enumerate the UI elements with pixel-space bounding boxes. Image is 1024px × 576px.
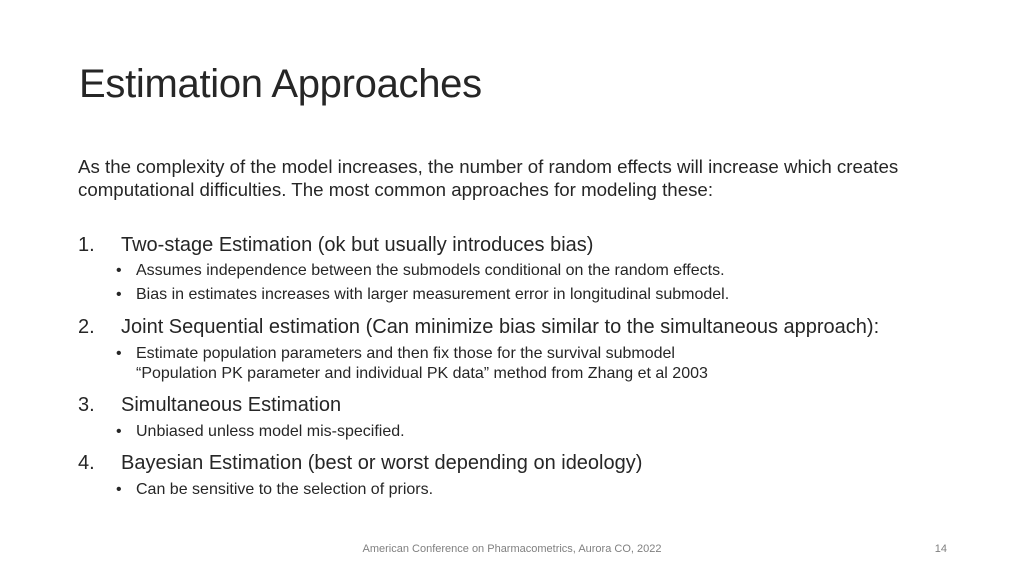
sub-bullet: [116, 285, 729, 305]
sub-bullet: [116, 261, 725, 281]
sub-bullet: [116, 422, 405, 442]
sub-bullet-continuation: “Population PK parameter and individual PK data” method from Zhang et al 2003: [136, 365, 708, 382]
sub-bullet-text: Estimate population parameters and then fix those for the survival submodel: [136, 345, 675, 362]
list-item-text: Two-stage Estimation (ok but usually introduces bias): [121, 234, 594, 256]
list-item-2: [78, 315, 879, 339]
list-item-text: Simultaneous Estimation: [121, 394, 342, 416]
sub-bullet: [116, 344, 708, 384]
slide-title: Estimation Approaches: [79, 62, 482, 106]
list-number: 2.: [78, 316, 95, 338]
list-item-3: [78, 393, 341, 417]
page-number: 14: [934, 543, 947, 555]
list-item-4: [78, 451, 642, 475]
bullet-icon: •: [116, 345, 122, 362]
sub-bullet: [116, 480, 433, 500]
sub-bullet-text: Can be sensitive to the selection of priors.: [136, 481, 434, 498]
bullet-icon: •: [116, 286, 122, 303]
bullet-icon: •: [116, 262, 122, 279]
list-item-text: Bayesian Estimation (best or worst depending on ideology): [121, 452, 643, 474]
sub-bullet-text: Unbiased unless model mis-specified.: [136, 423, 405, 440]
list-number: 4.: [78, 452, 95, 474]
bullet-icon: •: [116, 423, 122, 440]
bullet-icon: •: [116, 481, 122, 498]
list-number: 1.: [78, 234, 95, 256]
sub-bullet-text: Assumes independence between the submodels conditional on the random effects.: [136, 262, 725, 279]
list-number: 3.: [78, 394, 95, 416]
list-item-1: [78, 233, 593, 257]
slide-footer: American Conference on Pharmacometrics, Aurora CO, 2022: [362, 543, 662, 555]
sub-bullet-text: Bias in estimates increases with larger measurement error in longitudinal submodel.: [136, 286, 730, 303]
list-item-text: Joint Sequential estimation (Can minimize bias similar to the simultaneous approach):: [121, 316, 880, 338]
intro-paragraph: As the complexity of the model increases, the number of random effects will increase which creates computational difficulties. The most common approaches for modeling these:: [78, 156, 899, 200]
